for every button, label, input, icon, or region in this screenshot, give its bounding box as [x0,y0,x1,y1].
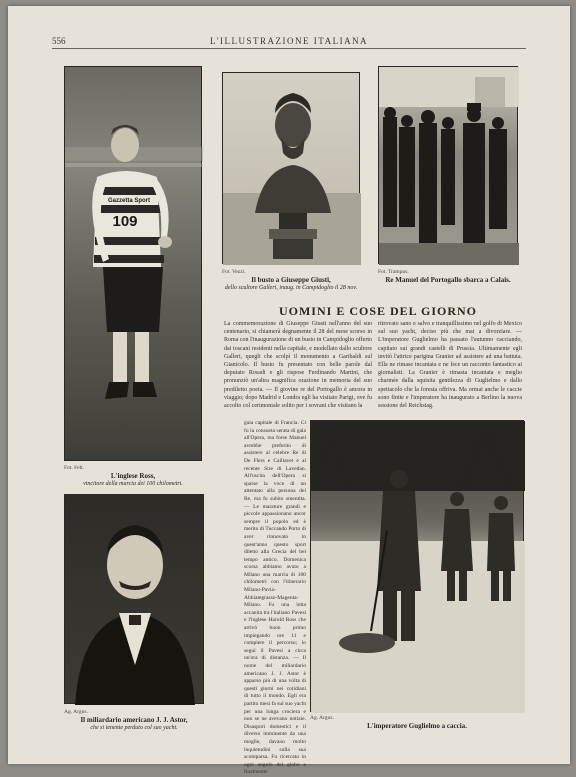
article-column-2-top: ritrovato sano e salvo e tranquillissimo nel golfo di Mexico sul suo yacht, deciso più che mai a divorziare. — L'imperatore Guglielmo ha passato l'autunno cacciando, capitato sui grandi castelli di Prussia. Ultimamente egli invitò l'attrice parigina Granier ad assistere ad una battuta. Ella ne rimase incantata e ne fece un racconto fantastico ai giornalisti. La Granier è rimasta incantata e meglio charmée dalla squisita gentilezza di Guglielmo e dallo spettacolo che la foresta offriva. Ma ormai anche le caccie sono finite e l'imperatore ha inaugurato a Berlino la nuova sessione del Reichstag. [378,321,522,410]
caption-astor-credit: Ag. Argus. [64,709,88,715]
photo-giusti-bust [222,72,360,264]
photo-re-manuel [378,66,518,264]
bib-number: 109 [112,213,138,230]
caption-ross-title: L'inglese Ross, [110,472,156,480]
hunt-scene-illustration [311,421,525,713]
caption-giusti-subtitle: dello scultore Galleri, inaug. in Campidoglio il 28 nov. [224,285,358,291]
caption-guglielmo-title: L'imperatore Guglielmo a caccia. [367,722,467,730]
caption-guglielmo [310,714,524,730]
caption-ross-credit: Fot. Felt. [64,465,85,471]
caption-giusti [222,268,360,292]
astor-portrait-illustration [65,495,205,705]
header-rule [52,48,526,49]
caption-manuel [378,268,518,284]
caption-astor [64,708,204,732]
ross-figure-illustration [65,67,203,462]
caption-ross [64,464,202,488]
caption-astor-subtitle: che si tenente perduto col suo yacht. [90,725,178,731]
photo-astor [64,494,204,704]
article-column-1-bottom: gaia capitale di Francia. Ci fu la consueta serata di gala all'Opera, ma forse Manuel avrebbe preferito di assistere al celebre Re di De Flers e Caillavet e al recente Sire di Lavedan. All'uscita dell'Opera si sparse la voce di un attentato alla persona del Re, ma fu subito smentita. — Le marature grandi e piccole appassionano ancor sempre il popolo ed è merito di Tuccando Porto di aver rinnovato in quest'anno questo sport diletto alla Grecia del bel tempo antico. Domenica scorsa abbiamo avuto a Milano una marcia di 100 chilometri con l'itinerario Milano-Pavia-Abbiategrasso-Magenta-Milano. Fu una lotta accanita tra l'italiano Pavesi e l'inglese Harold Ross che arrivò buon primo impiegando ore 11 e compiere il percorso; lo seguì il Pavesi a circa un'ora di distanza. — Il nome del miliardario americano J. J. Astor è apparso più di una volta di questi giorni nei cotidiani di tutto il mondo. Egli era partito mesi fa sul suo yacht per una lunga crociera e non se ne avevano notizie. Disaspori domestici e il diverso imminente da una moglie, davano molto inquietudini sulla sua scomparsa. Fu ricercato in ogni angolo del globo e finalmente [244,420,306,776]
bust-illustration [223,73,361,265]
caption-ross-subtitle: vincitore della marcia dei 100 chilometri. [83,481,183,487]
photo-guglielmo [310,420,524,712]
article-column-1-top: La commemorazione di Giuseppe Giusti nell'anno del suo centenario, si chiamerà degnamente il 28 del mese scorso in Roma con l'inaugurazione di un busto in Campidoglio offerto dai toscani residenti nella capitale, e modellato dallo scultore Galleri, quegli che scolpì il monumento a Garibaldi sul Gianicolo. Il busto fu presentato con belle parole dal deputato Rosadi e gli rispose Ferdinando Martini, che pronunziò un'altra magnifica orazione in memoria del suo prediletto poeta. — Il giovine re del Portogallo è ancora in viaggio; dopo Madrid e Londra egli ha visitato Parigi, ove fu accolto col cerimoniale solito per i sovrani che visitano la [224,321,372,410]
caption-giusti-credit: Fot. Vezzi. [222,269,246,275]
jersey-text: Gazzetta Sport [107,198,151,204]
caption-astor-title: Il miliardario americano J. J. Astor, [80,716,188,724]
crowd-illustration [379,67,519,265]
caption-giusti-title: Il busto a Giuseppe Giusti, [251,276,331,284]
caption-manuel-credit: Fot. Trampus. [378,269,409,275]
caption-manuel-title: Re Manuel del Portogallo sbarca a Calais. [385,276,511,284]
magazine-page [8,6,570,776]
journal-title: L'ILLUSTRAZIONE ITALIANA [209,36,369,46]
article-title: UOMINI E COSE DEL GIORNO [278,304,478,318]
page-number: 556 [52,36,66,46]
photo-ross [64,66,202,461]
caption-guglielmo-credit: Ag. Argus. [310,715,334,721]
